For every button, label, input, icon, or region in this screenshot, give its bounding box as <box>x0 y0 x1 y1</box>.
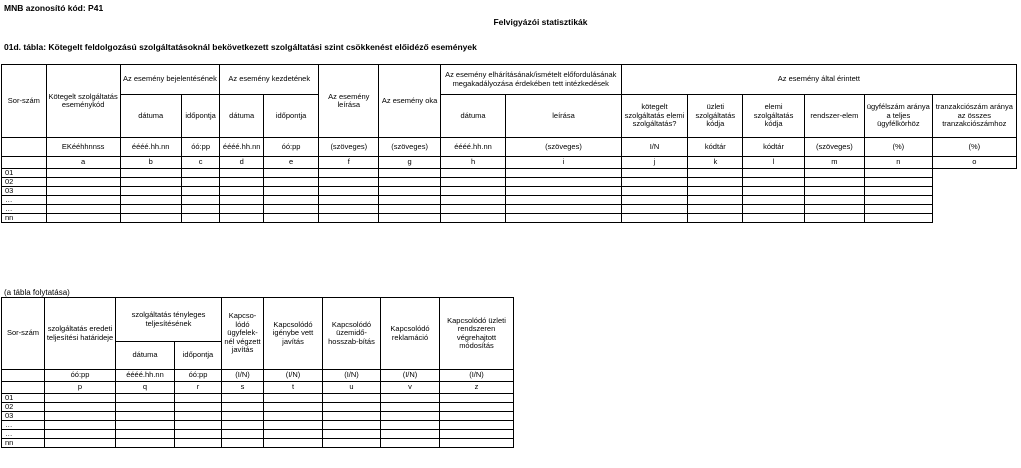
events-table-continued <box>1 297 514 448</box>
data-cell <box>120 196 181 205</box>
format-cell: (szöveges) <box>319 138 379 157</box>
letter-cell: u <box>323 382 381 394</box>
data-cell <box>46 205 120 214</box>
data-cell <box>865 205 933 214</box>
header-erintett: Az esemény által érintett <box>621 65 1016 95</box>
row-number: 03 <box>2 187 47 196</box>
header-datuma: dátuma <box>440 95 506 138</box>
data-cell <box>688 205 743 214</box>
format-cell: (I/N) <box>381 370 440 382</box>
data-cell <box>506 178 621 187</box>
data-cell <box>46 196 120 205</box>
format-cell: (szöveges) <box>506 138 621 157</box>
data-cell <box>440 439 514 448</box>
data-cell <box>319 169 379 178</box>
letter-cell: n <box>865 157 933 169</box>
data-cell <box>45 430 116 439</box>
data-cell <box>743 169 804 178</box>
data-cell <box>440 430 514 439</box>
format-cell: (szöveges) <box>379 138 440 157</box>
data-cell <box>181 196 219 205</box>
data-cell <box>175 412 222 421</box>
header-esemenykod: Kötegelt szolgáltatás eseménykód <box>46 65 120 138</box>
data-cell <box>743 187 804 196</box>
data-cell <box>120 205 181 214</box>
data-cell <box>116 430 175 439</box>
table-row <box>2 412 514 421</box>
data-cell <box>440 412 514 421</box>
data-cell <box>319 178 379 187</box>
header-uzemido: Kapcsolódó üzemidő-hosszab-bítás <box>323 298 381 370</box>
data-cell <box>804 178 864 187</box>
data-cell <box>319 187 379 196</box>
data-cell <box>506 214 621 223</box>
data-cell <box>120 178 181 187</box>
table-row <box>2 205 1017 214</box>
data-cell <box>506 187 621 196</box>
header-datuma: dátuma <box>220 95 264 138</box>
data-cell <box>688 169 743 178</box>
data-cell <box>120 187 181 196</box>
header-sorszam-cont <box>2 370 45 382</box>
row-number: 01 <box>2 394 45 403</box>
letter-cell: h <box>440 157 506 169</box>
format-cell: éééé.hh.nn <box>220 138 264 157</box>
header-datuma: dátuma <box>120 95 181 138</box>
data-cell <box>116 403 175 412</box>
data-cell <box>181 214 219 223</box>
data-cell <box>440 394 514 403</box>
format-cell: (%) <box>932 138 1016 157</box>
letter-cell: m <box>804 157 864 169</box>
data-cell <box>116 421 175 430</box>
data-cell <box>743 205 804 214</box>
data-cell <box>46 178 120 187</box>
header-reklamacio: Kapcsolódó reklamáció <box>381 298 440 370</box>
row-number: nn <box>2 214 47 223</box>
data-cell <box>506 205 621 214</box>
table-row <box>2 214 1017 223</box>
header-hatarido: szolgáltatás eredeti teljesítési határideje <box>45 298 116 370</box>
data-cell <box>264 403 323 412</box>
data-cell <box>621 196 688 205</box>
data-cell <box>804 187 864 196</box>
header-sorszam: Sor-szám <box>2 65 47 138</box>
data-cell <box>264 196 319 205</box>
header-uzleti-kod: üzleti szolgáltatás kódja <box>688 95 743 138</box>
data-cell <box>45 421 116 430</box>
data-cell <box>220 178 264 187</box>
data-cell <box>688 214 743 223</box>
format-cell: éééé.hh.nn <box>120 138 181 157</box>
data-cell <box>319 205 379 214</box>
header-leirasa: Az esemény leírása <box>319 65 379 138</box>
letter-cell: q <box>116 382 175 394</box>
header-oka: Az esemény oka <box>379 65 440 138</box>
header-rendszeren: Kapcsolódó üzleti rendszeren végrehajtott módosítás <box>440 298 514 370</box>
letter-cell: r <box>175 382 222 394</box>
data-cell <box>181 169 219 178</box>
header-datuma: dátuma <box>116 342 175 370</box>
row-number: 01 <box>2 169 47 178</box>
data-cell <box>381 394 440 403</box>
events-table <box>1 64 1017 223</box>
data-cell <box>264 169 319 178</box>
data-cell <box>181 178 219 187</box>
data-cell <box>116 412 175 421</box>
data-cell <box>45 412 116 421</box>
data-cell <box>46 169 120 178</box>
letter-cell <box>2 382 45 394</box>
letter-cell: p <box>45 382 116 394</box>
header-sorszam: Sor-szám <box>2 298 45 370</box>
data-cell <box>220 214 264 223</box>
data-cell <box>222 430 264 439</box>
data-cell <box>804 196 864 205</box>
data-cell <box>506 169 621 178</box>
data-cell <box>440 214 506 223</box>
table-title: 01d. tábla: Kötegelt feldolgozású szolgáltatásoknál bekövetkezett szolgáltatási szint csökkenést előidéző események <box>4 42 477 52</box>
header-kezdete: Az esemény kezdetének <box>220 65 319 95</box>
format-cell: óó:pp <box>45 370 116 382</box>
data-cell <box>379 169 440 178</box>
header-tenyleges: szolgáltatás tényleges teljesítésének <box>116 298 222 342</box>
row-number: 02 <box>2 403 45 412</box>
format-cell: kódtár <box>688 138 743 157</box>
table-row <box>2 439 514 448</box>
letter-cell: d <box>220 157 264 169</box>
data-cell <box>865 178 933 187</box>
data-cell <box>220 196 264 205</box>
format-cell: (I/N) <box>264 370 323 382</box>
letter-cell: e <box>264 157 319 169</box>
data-cell <box>264 439 323 448</box>
data-cell <box>688 196 743 205</box>
table-row <box>2 187 1017 196</box>
data-cell <box>175 421 222 430</box>
data-cell <box>220 205 264 214</box>
format-cell: (I/N) <box>222 370 264 382</box>
data-cell <box>743 196 804 205</box>
header-sorszam-cont <box>2 138 47 157</box>
header-leiras: leírása <box>506 95 621 138</box>
data-cell <box>379 214 440 223</box>
data-cell <box>175 403 222 412</box>
header-elemi-kod: elemi szolgáltatás kódja <box>743 95 804 138</box>
data-cell <box>381 421 440 430</box>
header-ugyfelszam: ügyfélszám aránya a teljes ügyfélkörhöz <box>865 95 933 138</box>
format-cell: éééé.hh.nn <box>440 138 506 157</box>
data-cell <box>323 430 381 439</box>
header-kotegelt-elemi: kötegelt szolgáltatás elemi szolgáltatás? <box>621 95 688 138</box>
data-cell <box>743 178 804 187</box>
data-cell <box>440 187 506 196</box>
data-cell <box>264 394 323 403</box>
format-cell: (%) <box>865 138 933 157</box>
data-cell <box>621 214 688 223</box>
letter-cell: o <box>932 157 1016 169</box>
data-cell <box>175 439 222 448</box>
data-cell <box>175 430 222 439</box>
data-cell <box>45 439 116 448</box>
row-number: … <box>2 430 45 439</box>
table-row <box>2 169 1017 178</box>
letter-cell: v <box>381 382 440 394</box>
data-cell <box>120 214 181 223</box>
table2-body <box>2 394 514 448</box>
data-cell <box>621 169 688 178</box>
row-number: 02 <box>2 178 47 187</box>
data-cell <box>621 187 688 196</box>
data-cell <box>264 178 319 187</box>
data-cell <box>804 205 864 214</box>
row-number: … <box>2 421 45 430</box>
data-cell <box>116 439 175 448</box>
continuation-label: (a tábla folytatása) <box>4 288 70 297</box>
row-number: … <box>2 205 47 214</box>
data-cell <box>46 187 120 196</box>
data-cell <box>865 196 933 205</box>
data-cell <box>865 187 933 196</box>
format-cell: kódtár <box>743 138 804 157</box>
header-igenybe: Kapcsolódó igénybe vett javítás <box>264 298 323 370</box>
data-cell <box>440 403 514 412</box>
header-idopontja: időpontja <box>181 95 219 138</box>
header-bejelentes: Az esemény bejelentésének <box>120 65 220 95</box>
table-row <box>2 403 514 412</box>
data-cell <box>381 412 440 421</box>
data-cell <box>440 169 506 178</box>
data-cell <box>379 187 440 196</box>
table-row <box>2 178 1017 187</box>
header-idopontja: időpontja <box>264 95 319 138</box>
data-cell <box>45 403 116 412</box>
format-cell: (I/N) <box>440 370 514 382</box>
data-cell <box>222 403 264 412</box>
header-rendszerelem: rendszer-elem <box>804 95 864 138</box>
letter-cell: a <box>46 157 120 169</box>
letter-cell: c <box>181 157 219 169</box>
data-cell <box>264 421 323 430</box>
data-cell <box>379 205 440 214</box>
data-cell <box>381 430 440 439</box>
format-cell: óó:pp <box>181 138 219 157</box>
data-cell <box>440 205 506 214</box>
letter-cell: g <box>379 157 440 169</box>
header-tranzakcio: tranzakciószám aránya az összes tranzakciószámhoz <box>932 95 1016 138</box>
data-cell <box>865 214 933 223</box>
data-cell <box>264 214 319 223</box>
data-cell <box>688 178 743 187</box>
data-cell <box>264 412 323 421</box>
data-cell <box>222 412 264 421</box>
table-row <box>2 196 1017 205</box>
letter-cell: t <box>264 382 323 394</box>
data-cell <box>181 187 219 196</box>
data-cell <box>379 196 440 205</box>
header-idopontja: időpontja <box>175 342 222 370</box>
format-cell: (I/N) <box>323 370 381 382</box>
data-cell <box>379 178 440 187</box>
data-cell <box>323 394 381 403</box>
data-cell <box>440 421 514 430</box>
letter-cell: k <box>688 157 743 169</box>
data-cell <box>264 205 319 214</box>
data-cell <box>323 439 381 448</box>
data-cell <box>222 421 264 430</box>
header-elharitas: Az esemény elhárításának/ismételt előfordulásának megakadályozása érdekében tett intézkedések <box>440 65 621 95</box>
format-cell: EKééhhnnss <box>46 138 120 157</box>
data-cell <box>46 214 120 223</box>
data-cell <box>120 169 181 178</box>
data-cell <box>323 403 381 412</box>
letter-cell: s <box>222 382 264 394</box>
data-cell <box>220 187 264 196</box>
mnb-code: MNB azonosító kód: P41 <box>4 3 104 13</box>
data-cell <box>381 403 440 412</box>
data-cell <box>264 187 319 196</box>
data-cell <box>45 394 116 403</box>
letter-cell: j <box>621 157 688 169</box>
data-cell <box>621 205 688 214</box>
format-cell: éééé.hh.nn <box>116 370 175 382</box>
data-cell <box>319 196 379 205</box>
data-cell <box>116 394 175 403</box>
format-cell: óó:pp <box>264 138 319 157</box>
format-cell: óó:pp <box>175 370 222 382</box>
table1-body <box>2 169 1017 223</box>
data-cell <box>621 178 688 187</box>
data-cell <box>743 214 804 223</box>
data-cell <box>440 196 506 205</box>
data-cell <box>222 394 264 403</box>
data-cell <box>323 421 381 430</box>
data-cell <box>381 439 440 448</box>
data-cell <box>440 178 506 187</box>
data-cell <box>804 214 864 223</box>
data-cell <box>323 412 381 421</box>
data-cell <box>506 196 621 205</box>
page-title: Felvigyázói statisztikák <box>493 17 588 27</box>
header-ugyfeleknel: Kapcso-lódó ügyfelek-nél végzett javítás <box>222 298 264 370</box>
letter-cell <box>2 157 47 169</box>
data-cell <box>865 169 933 178</box>
data-cell <box>264 430 323 439</box>
letter-cell: z <box>440 382 514 394</box>
data-cell <box>220 169 264 178</box>
table-row <box>2 430 514 439</box>
format-cell: (szöveges) <box>804 138 864 157</box>
row-number: … <box>2 196 47 205</box>
data-cell <box>319 214 379 223</box>
format-cell: I/N <box>621 138 688 157</box>
letter-cell: l <box>743 157 804 169</box>
table-row <box>2 421 514 430</box>
data-cell <box>688 187 743 196</box>
table-row <box>2 394 514 403</box>
data-cell <box>181 205 219 214</box>
data-cell <box>804 169 864 178</box>
letter-cell: b <box>120 157 181 169</box>
row-number: nn <box>2 439 45 448</box>
data-cell <box>175 394 222 403</box>
letter-cell: f <box>319 157 379 169</box>
letter-cell: i <box>506 157 621 169</box>
data-cell <box>222 439 264 448</box>
row-number: 03 <box>2 412 45 421</box>
